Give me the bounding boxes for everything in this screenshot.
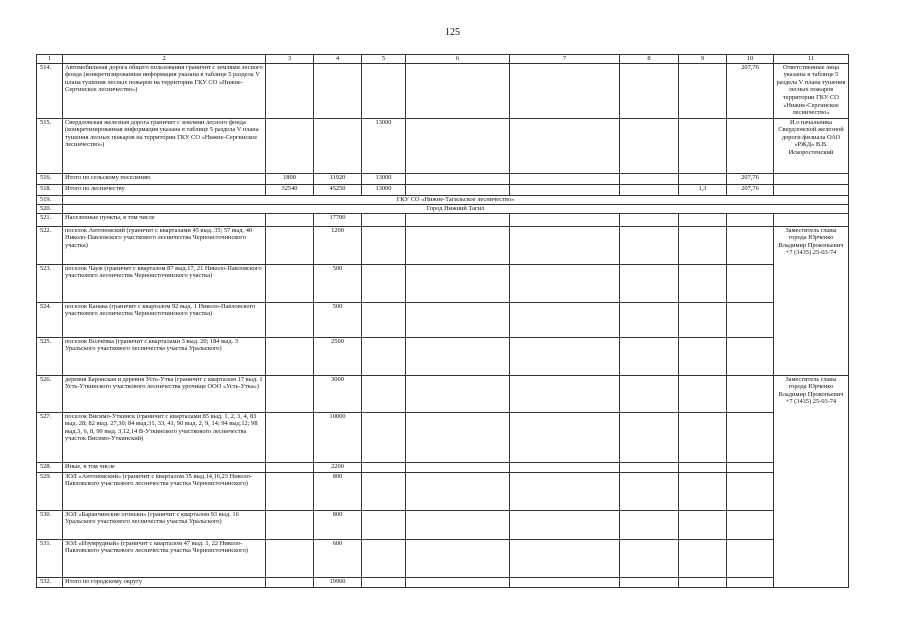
column-header: 7 (510, 55, 620, 64)
section-row (37, 195, 849, 204)
column-header: 9 (679, 55, 727, 64)
cell-value: 13000 (362, 184, 406, 195)
cell-value: 207,76 (727, 184, 774, 195)
row-number: 518. (37, 184, 63, 195)
cell-value: 10000 (314, 412, 362, 462)
table-row (37, 226, 849, 264)
row-name: ЗОЛ «Баранчинские огоньки» (граничит с кварталом 93 выд. 16 Уральского участкового лесничества участка Уральского) (63, 510, 266, 539)
row-name: Иные, в том числе (63, 462, 266, 472)
row-number: 524. (37, 302, 63, 337)
fire-plan-table (36, 54, 849, 588)
row-number: 527. (37, 412, 63, 462)
section-title: Город Нижний Тагил (63, 204, 849, 213)
responsible-person: Ответственные лица указаны в таблице 5 раздела V плана тушения лесных пожаров территории ГКУ СО «Нижне-Сергинское лесничество» (774, 63, 849, 118)
row-name: поселок Чауж (граничит с кварталом 87 выд.17, 21 Николо-Павловского участкового лесничества Черноисточинского участка) (63, 264, 266, 302)
row-number: 520. (37, 204, 63, 213)
cell-value: 2500 (314, 337, 362, 375)
row-name: поселок Антоновский (граничит с кварталами 45 выд. 35; 57 выд. 40 Николо-Павловского участкового лесничества Черноисточинского участка) (63, 226, 266, 264)
row-name: поселок Волчёвка (граничит с кварталами 3 выд. 20; 184 выд. 3 Уральского участкового лесничества участка Уральского) (63, 337, 266, 375)
row-number: 528. (37, 462, 63, 472)
responsible-person: Заместитель главы города Юрченко Владимир Прокопьевич +7 (3435) 25-03-74 (774, 226, 849, 375)
cell-value: 207,76 (727, 173, 774, 184)
row-name: деревня Баронская и деревня Усть-Утка (граничит с кварталом 17 выд. 1 Усть-Уткинского участкового лесничества урочище ООО «Усть-Утка») (63, 375, 266, 412)
table-row (37, 510, 849, 539)
table-row (37, 63, 849, 118)
row-name: Итого по сельскому поселению (63, 173, 266, 184)
cell-value: 2200 (314, 462, 362, 472)
row-name: Автомобильная дорога общего пользования граничит с землями лесного фонда (конкретизированная информация указана в таблице 5 раздела V плана тушения лесных пожаров на территории ГКУ СО «Нижне-Сергинское лесничество») (63, 63, 266, 118)
cell-value: 13000 (362, 173, 406, 184)
section-title: ГКУ СО «Нижне-Тагильское лесничество» (63, 195, 849, 204)
cell-value: 1,3 (679, 184, 727, 195)
page-number: 125 (445, 27, 460, 38)
section-row (37, 204, 849, 213)
row-number: 526. (37, 375, 63, 412)
responsible-person: Заместитель главы города Юрченко Владимир Прокопьевич +7 (3435) 25-03-74 (774, 375, 849, 587)
row-name: Итого по городскому округу (63, 577, 266, 587)
cell-value: 1200 (314, 226, 362, 264)
row-number: 519. (37, 195, 63, 204)
cell-value: 3000 (314, 375, 362, 412)
cell-value: 19900 (314, 577, 362, 587)
row-name: поселок Висимо-Уткинск (граничит с кварталами 85 выд. 1, 2, 3, 4, 83 выд. 28; 82 выд. 27,30; 84 выд.31, 33, 41, 90 выд. 2, 9, 14; 94 выд.12; 98 выд.3, 6, 8, 99 выд. 3,12,14 В-Уткинского участкового лесничества участок Висимо-Уткинский) (63, 412, 266, 462)
table-row (37, 173, 849, 184)
row-name: Свердловская железная дорога граничит с землями лесного фонда (конкретизированная информация указана в таблице 5 раздела V плана тушения лесных пожаров на территории ГКУ СО «Нижне-Сергинское лесничество») (63, 118, 266, 173)
cell-value: 600 (314, 539, 362, 577)
column-header: 5 (362, 55, 406, 64)
row-name: Населенные пункты, в том числе (63, 213, 266, 226)
row-number: 530. (37, 510, 63, 539)
column-header: 6 (406, 55, 510, 64)
table-row (37, 577, 849, 587)
row-number: 529. (37, 472, 63, 510)
cell-value: 500 (314, 302, 362, 337)
row-number: 525. (37, 337, 63, 375)
row-number: 516. (37, 173, 63, 184)
table-row (37, 472, 849, 510)
row-number: 514. (37, 63, 63, 118)
responsible-person: И.о начальника Свердловской железной дороги филиала ОАО «РЖД» В.В. Искоростенский (774, 118, 849, 173)
cell-value: 1800 (266, 173, 314, 184)
table-row (37, 118, 849, 173)
column-header: 11 (774, 55, 849, 64)
column-header: 1 (37, 55, 63, 64)
cell-value: 207,76 (727, 63, 774, 118)
cell-value: 13000 (362, 118, 406, 173)
header-row (37, 55, 849, 64)
column-header: 3 (266, 55, 314, 64)
cell-value: 800 (314, 472, 362, 510)
table-row (37, 337, 849, 375)
cell-value: 800 (314, 510, 362, 539)
row-number: 521. (37, 213, 63, 226)
cell-value: 32540 (266, 184, 314, 195)
table-row (37, 302, 849, 337)
column-header: 2 (63, 55, 266, 64)
table-row (37, 539, 849, 577)
table-row (37, 375, 849, 412)
cell-value: 45250 (314, 184, 362, 195)
row-number: 531. (37, 539, 63, 577)
row-name: Итого по лесничеству (63, 184, 266, 195)
table-row (37, 462, 849, 472)
column-header: 8 (620, 55, 679, 64)
cell-value: 500 (314, 264, 362, 302)
row-number: 532. (37, 577, 63, 587)
table-row (37, 412, 849, 462)
cell-value: 17700 (314, 213, 362, 226)
column-header: 10 (727, 55, 774, 64)
row-number: 515. (37, 118, 63, 173)
row-name: ЗОЛ «Изумрудный» (граничит с кварталом 47 выд. 1, 22 Николо-Павловского участкового лесничества участка Черноисточинского) (63, 539, 266, 577)
row-number: 523. (37, 264, 63, 302)
row-name: поселок Канава (граничит с кварталом 92 выд. 1 Николо-Павловского участкового лесничества Черноисточинского участка) (63, 302, 266, 337)
row-number: 522. (37, 226, 63, 264)
table-row (37, 213, 849, 226)
table-row (37, 264, 849, 302)
column-header: 4 (314, 55, 362, 64)
row-name: ЗОЛ «Антоновский» (граничит с кварталом 35 выд.14,16,23 Николо-Павловского участкового лесничества участка Черноисточинского) (63, 472, 266, 510)
cell-value: 11920 (314, 173, 362, 184)
table-row (37, 184, 849, 195)
